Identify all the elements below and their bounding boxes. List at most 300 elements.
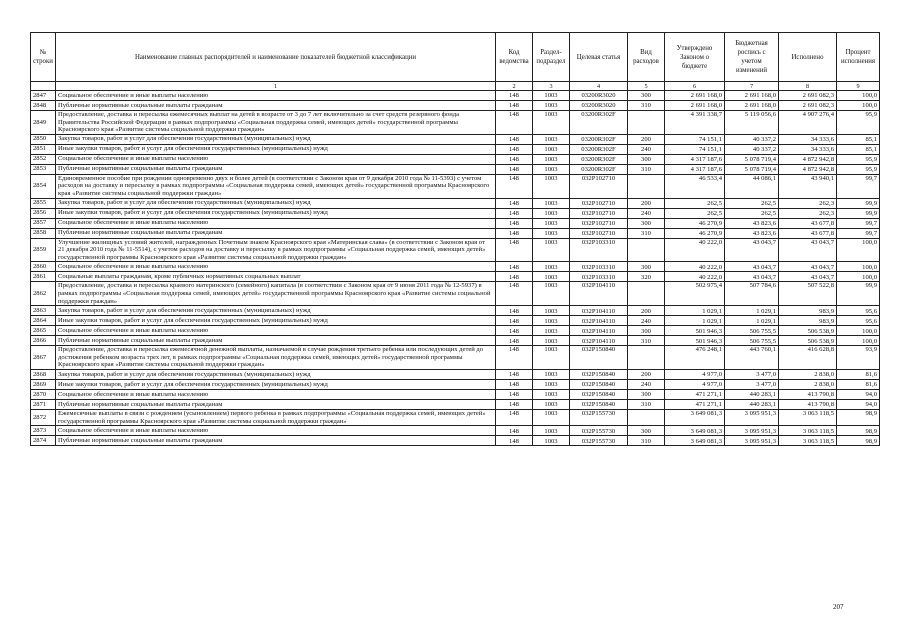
target-code-cell: 032P104110: [570, 282, 628, 306]
section-cell: 1003: [533, 101, 570, 111]
approved-amount-cell: 3 649 081,3: [665, 436, 725, 446]
approved-amount-cell: 4 391 338,7: [665, 111, 725, 135]
row-name-cell: Иные закупки товаров, работ и услуг для обеспечения государственных (муниципальных) нужд: [56, 379, 496, 389]
approved-amount-cell: 501 946,3: [665, 326, 725, 336]
percent-cell: 98,9: [837, 426, 880, 436]
section-cell: 1003: [533, 144, 570, 154]
row-number-cell: 2863: [31, 306, 56, 316]
target-code-cell: 032P103310: [570, 272, 628, 282]
percent-cell: 95,9: [837, 154, 880, 164]
expense-type-cell: 310: [628, 436, 665, 446]
row-name-cell: Закупка товаров, работ и услуг для обеспечения государственных (муниципальных) нужд: [56, 134, 496, 144]
row-number-cell: 2861: [31, 272, 56, 282]
expense-type-cell: [628, 282, 665, 306]
percent-cell: 99,9: [837, 208, 880, 218]
dept-code-cell: 148: [496, 426, 533, 436]
dept-code-cell: 148: [496, 389, 533, 399]
approved-amount-cell: 3 649 081,3: [665, 409, 725, 425]
dept-code-cell: 148: [496, 316, 533, 326]
budget-table: [30, 32, 880, 446]
col-header-row-number: № строки: [31, 33, 56, 82]
executed-amount-cell: 262,3: [779, 198, 837, 208]
col-header-approved: Утверждено Законом о бюджете: [665, 33, 725, 82]
approved-amount-cell: 4 977,0: [665, 369, 725, 379]
approved-amount-cell: 74 151,1: [665, 134, 725, 144]
table-row: [31, 111, 880, 135]
dept-code-cell: 148: [496, 436, 533, 446]
dept-code-cell: 148: [496, 198, 533, 208]
row-name-cell: Социальное обеспечение и иные выплаты населению: [56, 326, 496, 336]
expense-type-cell: [628, 174, 665, 198]
table-row: [31, 91, 880, 101]
row-number-cell: 2856: [31, 208, 56, 218]
target-code-cell: 032P102710: [570, 218, 628, 228]
percent-cell: 93,9: [837, 346, 880, 370]
section-cell: 1003: [533, 174, 570, 198]
row-number-cell: 2862: [31, 282, 56, 306]
table-row: [31, 174, 880, 198]
target-code-cell: 03200R302F: [570, 134, 628, 144]
expense-type-cell: 300: [628, 426, 665, 436]
budget-list-amount-cell: 5 078 719,4: [725, 154, 779, 164]
percent-cell: 95,9: [837, 111, 880, 135]
dept-code-cell: 148: [496, 369, 533, 379]
executed-amount-cell: 413 790,8: [779, 399, 837, 409]
budget-list-amount-cell: 40 337,2: [725, 134, 779, 144]
target-code-cell: 032P104110: [570, 336, 628, 346]
section-cell: 1003: [533, 336, 570, 346]
budget-list-amount-cell: 1 029,1: [725, 306, 779, 316]
section-cell: 1003: [533, 389, 570, 399]
budget-list-amount-cell: 440 283,1: [725, 389, 779, 399]
expense-type-cell: [628, 409, 665, 425]
dept-code-cell: 148: [496, 409, 533, 425]
expense-type-cell: 300: [628, 91, 665, 101]
budget-list-amount-cell: 43 043,7: [725, 238, 779, 262]
target-code-cell: 032P150840: [570, 389, 628, 399]
percent-cell: 85,1: [837, 144, 880, 154]
section-cell: 1003: [533, 346, 570, 370]
row-number-cell: 2864: [31, 316, 56, 326]
dept-code-cell: 148: [496, 272, 533, 282]
dept-code-cell: 148: [496, 336, 533, 346]
row-name-cell: Закупка товаров, работ и услуг для обеспечения государственных (муниципальных) нужд: [56, 198, 496, 208]
section-cell: 1003: [533, 326, 570, 336]
dept-code-cell: 148: [496, 262, 533, 272]
approved-amount-cell: 40 222,0: [665, 238, 725, 262]
page-number: 207: [833, 603, 844, 611]
row-name-cell: Иные закупки товаров, работ и услуг для обеспечения государственных (муниципальных) нужд: [56, 316, 496, 326]
row-name-cell: Публичные нормативные социальные выплаты гражданам: [56, 399, 496, 409]
executed-amount-cell: 4 907 276,4: [779, 111, 837, 135]
dept-code-cell: 148: [496, 306, 533, 316]
dept-code-cell: 148: [496, 111, 533, 135]
expense-type-cell: 310: [628, 399, 665, 409]
row-number-cell: 2850: [31, 134, 56, 144]
executed-amount-cell: 3 063 118,5: [779, 436, 837, 446]
dept-code-cell: 148: [496, 228, 533, 238]
expense-type-cell: 240: [628, 208, 665, 218]
section-cell: 1003: [533, 282, 570, 306]
header-row: [31, 33, 880, 82]
approved-amount-cell: 1 029,1: [665, 316, 725, 326]
budget-sheet: [30, 32, 879, 446]
table-row: [31, 208, 880, 218]
section-cell: 1003: [533, 409, 570, 425]
section-cell: 1003: [533, 436, 570, 446]
row-number-cell: 2866: [31, 336, 56, 346]
target-code-cell: 032P104110: [570, 316, 628, 326]
section-cell: 1003: [533, 399, 570, 409]
row-name-cell: Публичные нормативные социальные выплаты гражданам: [56, 228, 496, 238]
table-body: [31, 91, 880, 446]
dept-code-cell: 148: [496, 282, 533, 306]
row-number-cell: 2870: [31, 389, 56, 399]
target-code-cell: 032P103310: [570, 238, 628, 262]
column-number-row: [31, 82, 880, 91]
budget-list-amount-cell: 43 043,7: [725, 262, 779, 272]
budget-list-amount-cell: 506 755,5: [725, 336, 779, 346]
section-cell: 1003: [533, 262, 570, 272]
section-cell: 1003: [533, 91, 570, 101]
approved-amount-cell: 502 975,4: [665, 282, 725, 306]
table-row: [31, 164, 880, 174]
executed-amount-cell: 506 538,9: [779, 326, 837, 336]
budget-list-amount-cell: 5 078 719,4: [725, 164, 779, 174]
row-name-cell: Предоставление, доставка и пересылка краевого материнского (семейного) капитала (в соответствии с Законом края от 9 июня 2011 года № 12-5937) в рамках подпрограммы «Социальная поддержка семей, имеющих детей» государственной программы Красноярского края «Развитие системы социальной поддержки граждан»: [56, 282, 496, 306]
section-cell: 1003: [533, 154, 570, 164]
section-cell: 1003: [533, 164, 570, 174]
table-row: [31, 134, 880, 144]
executed-amount-cell: 4 872 942,8: [779, 154, 837, 164]
table-row: [31, 282, 880, 306]
percent-cell: 81,6: [837, 379, 880, 389]
expense-type-cell: 310: [628, 164, 665, 174]
row-name-cell: Публичные нормативные социальные выплаты гражданам: [56, 101, 496, 111]
row-name-cell: Социальное обеспечение и иные выплаты населению: [56, 91, 496, 101]
percent-cell: 95,6: [837, 306, 880, 316]
percent-cell: 100,0: [837, 262, 880, 272]
target-code-cell: 032P102710: [570, 208, 628, 218]
executed-amount-cell: 2 691 082,3: [779, 101, 837, 111]
table-row: [31, 218, 880, 228]
target-code-cell: 032P103310: [570, 262, 628, 272]
section-cell: 1003: [533, 369, 570, 379]
percent-cell: 99,7: [837, 174, 880, 198]
executed-amount-cell: 506 538,9: [779, 336, 837, 346]
row-number-cell: 2874: [31, 436, 56, 446]
percent-cell: 94,0: [837, 399, 880, 409]
budget-list-amount-cell: 43 823,6: [725, 228, 779, 238]
dept-code-cell: 148: [496, 164, 533, 174]
expense-type-cell: 200: [628, 306, 665, 316]
table-row: [31, 198, 880, 208]
percent-cell: 99,7: [837, 228, 880, 238]
row-name-cell: Предоставление, доставка и пересылка ежемесячной денежной выплаты, назначаемой в случае рождения третьего ребенка или последующих детей до достижения ребенком возраста трех лет, в рамках подпрограммы «Социальная поддержка семей, имеющих детей» государственной программы Красноярского края «Развитие системы социальной поддержки граждан»: [56, 346, 496, 370]
col-header-budget-list: Бюджетная роспись с учетом изменений: [725, 33, 779, 82]
table-row: [31, 379, 880, 389]
percent-cell: 100,0: [837, 91, 880, 101]
target-code-cell: 032P104110: [570, 326, 628, 336]
row-name-cell: Социальное обеспечение и иные выплаты населению: [56, 389, 496, 399]
row-number-cell: 2871: [31, 399, 56, 409]
section-cell: 1003: [533, 228, 570, 238]
approved-amount-cell: 2 691 168,0: [665, 101, 725, 111]
section-cell: 1003: [533, 208, 570, 218]
row-number-cell: 2847: [31, 91, 56, 101]
expense-type-cell: [628, 346, 665, 370]
target-code-cell: 032P155730: [570, 436, 628, 446]
row-name-cell: Социальное обеспечение и иные выплаты населению: [56, 262, 496, 272]
table-row: [31, 369, 880, 379]
row-number-cell: 2852: [31, 154, 56, 164]
column-number: 9: [837, 82, 880, 91]
column-number: 2: [496, 82, 533, 91]
budget-list-amount-cell: 262,5: [725, 208, 779, 218]
expense-type-cell: 300: [628, 326, 665, 336]
table-row: [31, 262, 880, 272]
percent-cell: 98,9: [837, 436, 880, 446]
budget-list-amount-cell: 40 337,2: [725, 144, 779, 154]
target-code-cell: 03200R3020: [570, 101, 628, 111]
section-cell: 1003: [533, 379, 570, 389]
approved-amount-cell: 501 946,3: [665, 336, 725, 346]
percent-cell: 99,9: [837, 282, 880, 306]
approved-amount-cell: 262,5: [665, 208, 725, 218]
percent-cell: 95,6: [837, 316, 880, 326]
budget-list-amount-cell: 3 095 951,3: [725, 409, 779, 425]
approved-amount-cell: 46 533,4: [665, 174, 725, 198]
budget-list-amount-cell: 506 755,5: [725, 326, 779, 336]
approved-amount-cell: 3 649 081,3: [665, 426, 725, 436]
column-number: 1: [56, 82, 496, 91]
percent-cell: 99,9: [837, 198, 880, 208]
row-name-cell: Ежемесячные выплаты в связи с рождением (усыновлением) первого ребенка в рамках подпрограммы «Социальная поддержка семей, имеющих детей» государственной программы Красноярского края «Развитие системы социальной поддержки граждан»: [56, 409, 496, 425]
section-cell: 1003: [533, 306, 570, 316]
approved-amount-cell: 476 248,1: [665, 346, 725, 370]
approved-amount-cell: 1 029,1: [665, 306, 725, 316]
budget-list-amount-cell: 1 029,1: [725, 316, 779, 326]
approved-amount-cell: 46 270,9: [665, 228, 725, 238]
percent-cell: 99,7: [837, 218, 880, 228]
row-name-cell: Улучшение жилищных условий жителей, награжденных Почетным знаком Красноярского края «Материнская слава» (в соответствии с Законом края от 21 декабря 2010 года № 11-5514), с учетом расходов на доставку и пересылку в рамках подпрограммы «Социальная поддержка семей, имеющих детей» государственной программы Красноярского края «Развитие системы социальной поддержки граждан»: [56, 238, 496, 262]
table-row: [31, 144, 880, 154]
row-name-cell: Социальные выплаты гражданам, кроме публичных нормативных социальных выплат: [56, 272, 496, 282]
target-code-cell: 032P102710: [570, 174, 628, 198]
row-number-cell: 2873: [31, 426, 56, 436]
row-name-cell: Публичные нормативные социальные выплаты гражданам: [56, 336, 496, 346]
table-row: [31, 426, 880, 436]
section-cell: 1003: [533, 198, 570, 208]
section-cell: 1003: [533, 218, 570, 228]
row-name-cell: Социальное обеспечение и иные выплаты населению: [56, 426, 496, 436]
row-number-cell: 2868: [31, 369, 56, 379]
table-row: [31, 272, 880, 282]
percent-cell: 81,6: [837, 369, 880, 379]
target-code-cell: 032P150840: [570, 346, 628, 370]
dept-code-cell: 148: [496, 91, 533, 101]
row-number-cell: 2853: [31, 164, 56, 174]
target-code-cell: 03200R302F: [570, 164, 628, 174]
row-name-cell: Социальное обеспечение и иные выплаты населению: [56, 218, 496, 228]
section-cell: 1003: [533, 316, 570, 326]
table-row: [31, 399, 880, 409]
approved-amount-cell: 2 691 168,0: [665, 91, 725, 101]
section-cell: 1003: [533, 272, 570, 282]
row-name-cell: Единовременное пособие при рождении одновременно двух и более детей (в соответствии с Законом края от 9 декабря 2010 года № 11-5393) с учетом расходов на доставку и пересылку в рамках подпрограммы «Социальная поддержка семей, имеющих детей» государственной программы Красноярского края «Развитие системы социальной поддержки граждан»: [56, 174, 496, 198]
expense-type-cell: 240: [628, 316, 665, 326]
expense-type-cell: [628, 238, 665, 262]
table-row: [31, 326, 880, 336]
approved-amount-cell: 40 222,0: [665, 272, 725, 282]
col-header-executed: Исполнено: [779, 33, 837, 82]
table-row: [31, 389, 880, 399]
expense-type-cell: 200: [628, 198, 665, 208]
target-code-cell: 032P150840: [570, 379, 628, 389]
approved-amount-cell: 4 317 187,6: [665, 164, 725, 174]
executed-amount-cell: 43 043,7: [779, 238, 837, 262]
approved-amount-cell: 40 222,0: [665, 262, 725, 272]
dept-code-cell: 148: [496, 208, 533, 218]
percent-cell: 100,0: [837, 326, 880, 336]
section-cell: 1003: [533, 111, 570, 135]
budget-list-amount-cell: 262,5: [725, 198, 779, 208]
budget-list-amount-cell: 5 119 056,6: [725, 111, 779, 135]
target-code-cell: 03200R302F: [570, 154, 628, 164]
dept-code-cell: 148: [496, 326, 533, 336]
target-code-cell: 032P104110: [570, 306, 628, 316]
percent-cell: 100,0: [837, 238, 880, 262]
row-number-cell: 2872: [31, 409, 56, 425]
budget-list-amount-cell: 3 477,0: [725, 369, 779, 379]
budget-list-amount-cell: 43 823,6: [725, 218, 779, 228]
expense-type-cell: 310: [628, 336, 665, 346]
table-row: [31, 154, 880, 164]
column-number: 3: [533, 82, 570, 91]
executed-amount-cell: 43 043,7: [779, 272, 837, 282]
target-code-cell: 032P150840: [570, 369, 628, 379]
row-number-cell: 2859: [31, 238, 56, 262]
target-code-cell: 03200R302F: [570, 111, 628, 135]
expense-type-cell: [628, 111, 665, 135]
target-code-cell: 032P155730: [570, 409, 628, 425]
budget-list-amount-cell: 2 691 168,0: [725, 101, 779, 111]
executed-amount-cell: 43 940,1: [779, 174, 837, 198]
table-row: [31, 306, 880, 316]
budget-list-amount-cell: 44 086,1: [725, 174, 779, 198]
approved-amount-cell: 4 977,0: [665, 379, 725, 389]
approved-amount-cell: 471 271,1: [665, 389, 725, 399]
expense-type-cell: 240: [628, 379, 665, 389]
row-number-cell: 2848: [31, 101, 56, 111]
table-row: [31, 409, 880, 425]
expense-type-cell: 300: [628, 154, 665, 164]
dept-code-cell: 148: [496, 238, 533, 262]
column-number: 7: [725, 82, 779, 91]
row-number-cell: 2860: [31, 262, 56, 272]
expense-type-cell: 320: [628, 272, 665, 282]
budget-list-amount-cell: 507 784,6: [725, 282, 779, 306]
executed-amount-cell: 416 628,8: [779, 346, 837, 370]
col-header-percent: Процент исполнения: [837, 33, 880, 82]
budget-list-amount-cell: 2 691 168,0: [725, 91, 779, 101]
executed-amount-cell: 507 522,8: [779, 282, 837, 306]
executed-amount-cell: 43 677,8: [779, 218, 837, 228]
dept-code-cell: 148: [496, 174, 533, 198]
row-number-cell: 2854: [31, 174, 56, 198]
dept-code-cell: 148: [496, 218, 533, 228]
executed-amount-cell: 43 043,7: [779, 262, 837, 272]
row-number-cell: 2858: [31, 228, 56, 238]
executed-amount-cell: 2 838,0: [779, 369, 837, 379]
expense-type-cell: 200: [628, 369, 665, 379]
row-name-cell: Предоставление, доставка и пересылка ежемесячных выплат на детей в возрасте от 3 до 7 лет включительно за счет средств резервного фонда Правительства Российской Федерации в рамках подпрограммы «Социальная поддержка семей, имеющих детей» государственной программы Красноярского края «Развитие системы социальной поддержки граждан»: [56, 111, 496, 135]
approved-amount-cell: 46 270,9: [665, 218, 725, 228]
row-name-cell: Иные закупки товаров, работ и услуг для обеспечения государственных (муниципальных) нужд: [56, 208, 496, 218]
budget-list-amount-cell: 43 043,7: [725, 272, 779, 282]
percent-cell: 100,0: [837, 101, 880, 111]
col-header-section: Раздел-подраздел: [533, 33, 570, 82]
approved-amount-cell: 74 151,1: [665, 144, 725, 154]
percent-cell: 100,0: [837, 336, 880, 346]
dept-code-cell: 148: [496, 134, 533, 144]
percent-cell: 100,0: [837, 272, 880, 282]
column-number: [31, 82, 56, 91]
executed-amount-cell: 3 063 118,5: [779, 426, 837, 436]
row-name-cell: Закупка товаров, работ и услуг для обеспечения государственных (муниципальных) нужд: [56, 306, 496, 316]
approved-amount-cell: 471 271,1: [665, 399, 725, 409]
dept-code-cell: 148: [496, 399, 533, 409]
column-number: 4: [570, 82, 628, 91]
executed-amount-cell: 413 790,8: [779, 389, 837, 399]
target-code-cell: 03200R302F: [570, 144, 628, 154]
section-cell: 1003: [533, 238, 570, 262]
executed-amount-cell: 4 872 942,8: [779, 164, 837, 174]
executed-amount-cell: 983,9: [779, 306, 837, 316]
row-name-cell: Иные закупки товаров, работ и услуг для обеспечения государственных (муниципальных) нужд: [56, 144, 496, 154]
approved-amount-cell: 262,5: [665, 198, 725, 208]
target-code-cell: 032P150840: [570, 399, 628, 409]
target-code-cell: 032P155730: [570, 426, 628, 436]
row-number-cell: 2855: [31, 198, 56, 208]
column-number: 8: [779, 82, 837, 91]
percent-cell: 98,9: [837, 409, 880, 425]
row-number-cell: 2867: [31, 346, 56, 370]
budget-list-amount-cell: 443 760,1: [725, 346, 779, 370]
executed-amount-cell: 43 677,8: [779, 228, 837, 238]
col-header-expense-type: Вид расходов: [628, 33, 665, 82]
expense-type-cell: 300: [628, 262, 665, 272]
dept-code-cell: 148: [496, 101, 533, 111]
percent-cell: 85,1: [837, 134, 880, 144]
dept-code-cell: 148: [496, 346, 533, 370]
budget-list-amount-cell: 3 095 951,3: [725, 426, 779, 436]
target-code-cell: 032P102710: [570, 198, 628, 208]
executed-amount-cell: 262,3: [779, 208, 837, 218]
column-number: 5: [628, 82, 665, 91]
dept-code-cell: 148: [496, 379, 533, 389]
executed-amount-cell: 2 838,0: [779, 379, 837, 389]
column-number: 6: [665, 82, 725, 91]
dept-code-cell: 148: [496, 154, 533, 164]
table-row: [31, 228, 880, 238]
executed-amount-cell: 34 333,6: [779, 134, 837, 144]
row-name-cell: Публичные нормативные социальные выплаты гражданам: [56, 164, 496, 174]
dept-code-cell: 148: [496, 144, 533, 154]
approved-amount-cell: 4 317 187,6: [665, 154, 725, 164]
expense-type-cell: 240: [628, 144, 665, 154]
target-code-cell: 03200R3020: [570, 91, 628, 101]
